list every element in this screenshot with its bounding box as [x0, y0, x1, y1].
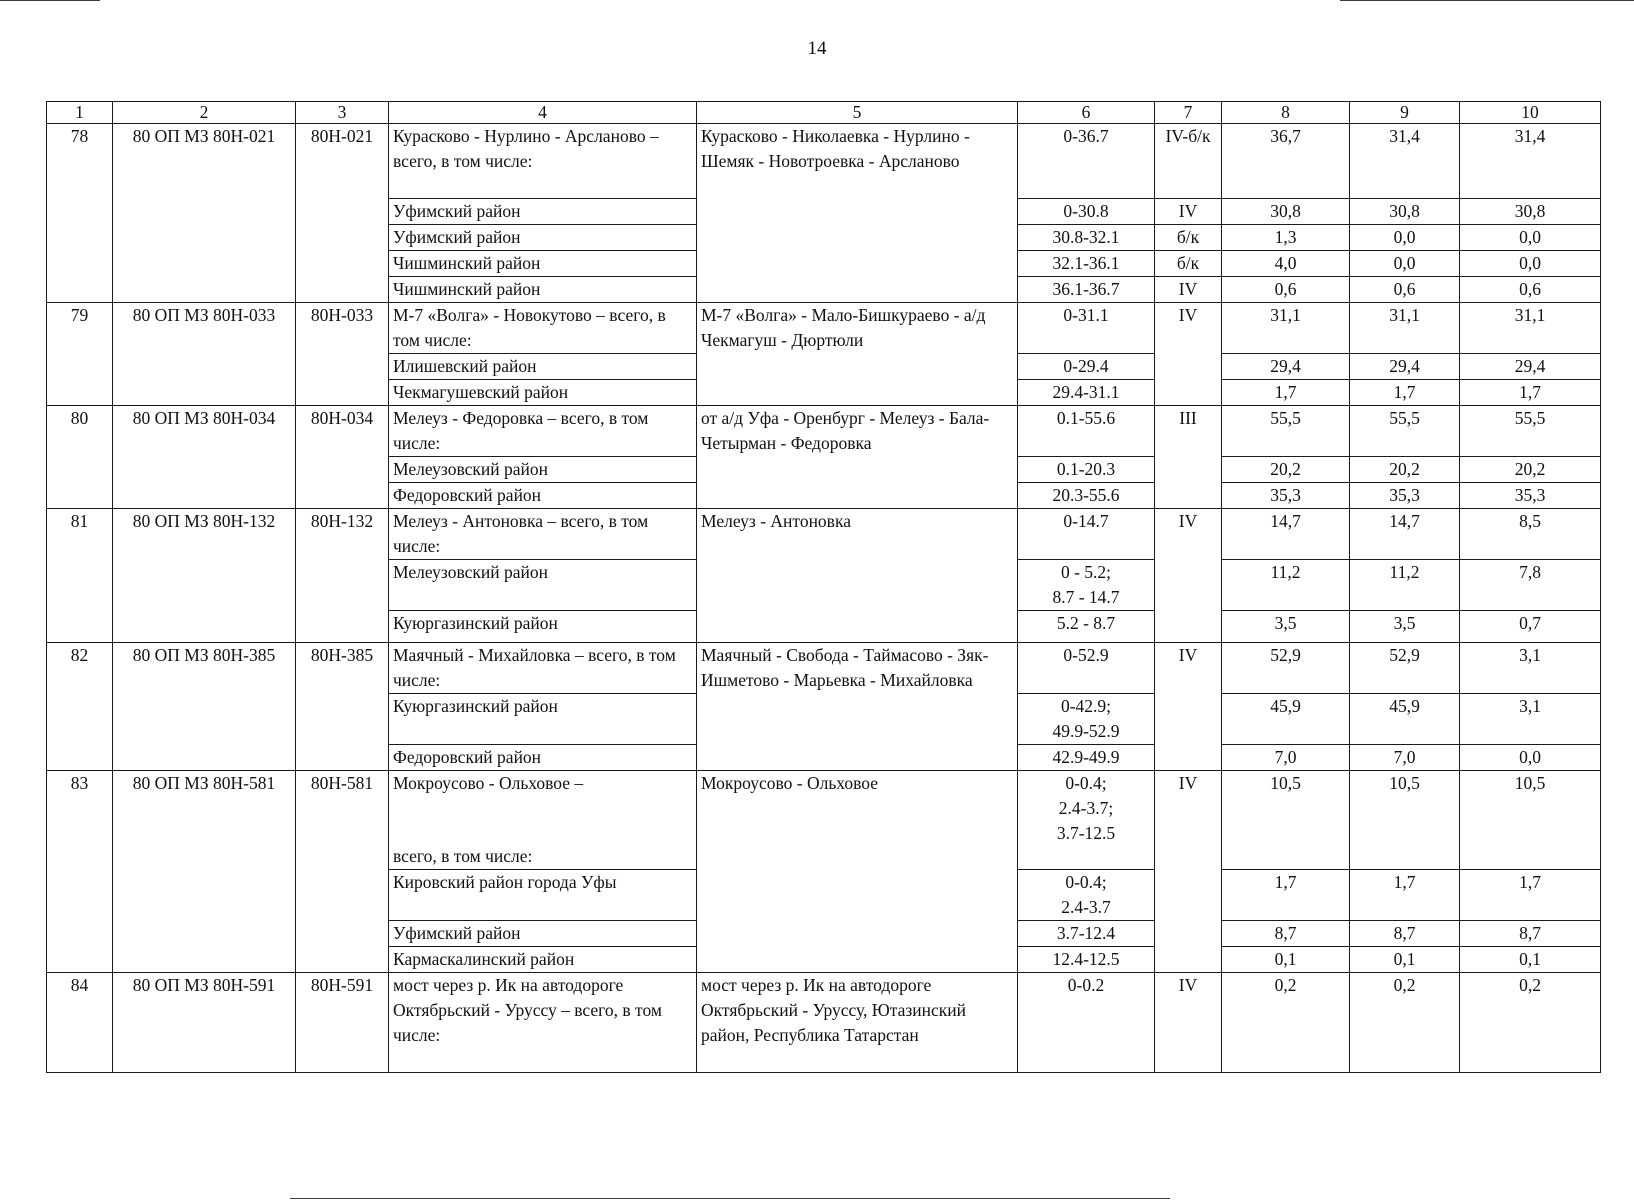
- road-name-cell: [389, 771, 697, 870]
- road-short-code: 80Н-581: [296, 771, 389, 973]
- district-name: Уфимский район: [389, 921, 697, 947]
- road-code: 80 ОП МЗ 80Н-021: [113, 124, 296, 303]
- district-length-col10: 7,8: [1460, 560, 1601, 611]
- road-length-col9: 52,9: [1350, 643, 1460, 694]
- road-category: IV-б/к: [1155, 124, 1222, 199]
- road-length-total: 10,5: [1222, 771, 1350, 870]
- column-header: 4: [389, 102, 697, 124]
- district-km: 29.4-31.1: [1018, 380, 1155, 406]
- district-km: 0-42.9;: [1060, 696, 1112, 716]
- road-row: [47, 124, 1601, 199]
- district-length-col10: 0,0: [1460, 225, 1601, 251]
- road-code: 80 ОП МЗ 80Н-385: [113, 643, 296, 771]
- road-row: [47, 973, 1601, 1073]
- road-number: 80: [47, 406, 113, 509]
- district-length-col9: 35,3: [1350, 483, 1460, 509]
- district-km: 5.2 - 8.7: [1018, 611, 1155, 643]
- district-name: Чишминский район: [389, 251, 697, 277]
- district-km: 30.8-32.1: [1018, 225, 1155, 251]
- road-length-total: 55,5: [1222, 406, 1350, 457]
- scan-edge-top-left: [0, 0, 100, 1]
- district-length-total: 8,7: [1222, 921, 1350, 947]
- road-short-code: 80Н-034: [296, 406, 389, 509]
- road-km: 0-0.2: [1018, 973, 1155, 1073]
- road-route: от а/д Уфа - Оренбург - Мелеуз - Бала-Четырман - Федоровка: [697, 406, 1018, 509]
- road-route: Маячный - Свобода - Таймасово - Зяк-Ишметово - Марьевка - Михайловка: [697, 643, 1018, 771]
- road-code: 80 ОП МЗ 80Н-033: [113, 303, 296, 406]
- district-category: б/к: [1155, 251, 1222, 277]
- district-km: 12.4-12.5: [1018, 947, 1155, 973]
- district-name: Уфимский район: [389, 199, 697, 225]
- road-length-col10: 31,4: [1460, 124, 1601, 199]
- district-km: 32.1-36.1: [1018, 251, 1155, 277]
- district-length-col10: 35,3: [1460, 483, 1601, 509]
- district-km: 20.3-55.6: [1018, 483, 1155, 509]
- district-category: IV: [1155, 199, 1222, 225]
- district-name: Чишминский район: [389, 277, 697, 303]
- road-km: 0-31.1: [1018, 303, 1155, 354]
- district-length-col9: 20,2: [1350, 457, 1460, 483]
- column-header: 10: [1460, 102, 1601, 124]
- district-length-col9: 45,9: [1350, 694, 1460, 745]
- road-name: М-7 «Волга» - Новокутово – всего, в том числе:: [389, 303, 697, 354]
- road-code: 80 ОП МЗ 80Н-581: [113, 771, 296, 973]
- district-name: Уфимский район: [389, 225, 697, 251]
- road-length-total: 14,7: [1222, 509, 1350, 560]
- district-name: Кировский район города Уфы: [389, 870, 697, 921]
- district-length-col9: 3,5: [1350, 611, 1460, 643]
- page-number: 14: [807, 38, 827, 59]
- district-length-col9: 1,7: [1350, 380, 1460, 406]
- road-length-col9: 55,5: [1350, 406, 1460, 457]
- road-km: 0-36.7: [1018, 124, 1155, 199]
- district-length-col10: 3,1: [1460, 694, 1601, 745]
- road-number: 83: [47, 771, 113, 973]
- road-length-col9: 0,2: [1350, 973, 1460, 1073]
- road-row: [47, 303, 1601, 354]
- road-row: [47, 509, 1601, 560]
- district-km: 3.7-12.4: [1018, 921, 1155, 947]
- road-km: 0-52.9: [1018, 643, 1155, 694]
- district-length-col9: 0,6: [1350, 277, 1460, 303]
- road-number: 82: [47, 643, 113, 771]
- road-number: 84: [47, 973, 113, 1073]
- road-km: 0-14.7: [1018, 509, 1155, 560]
- road-code: 80 ОП МЗ 80Н-132: [113, 509, 296, 643]
- road-category: III: [1155, 406, 1222, 509]
- district-length-col10: 0,0: [1460, 251, 1601, 277]
- district-km-cell: [1018, 694, 1155, 745]
- road-name: мост через р. Ик на автодороге Октябрьский - Уруссу – всего, в том числе:: [389, 973, 697, 1073]
- district-length-total: 35,3: [1222, 483, 1350, 509]
- district-length-total: 29,4: [1222, 354, 1350, 380]
- road-short-code: 80Н-591: [296, 973, 389, 1073]
- column-header: 8: [1222, 102, 1350, 124]
- district-length-total: 0,6: [1222, 277, 1350, 303]
- district-km: 42.9-49.9: [1018, 745, 1155, 771]
- road-length-col10: 10,5: [1460, 771, 1601, 870]
- table-body: [47, 124, 1601, 1073]
- district-length-col10: 8,7: [1460, 921, 1601, 947]
- district-length-col9: 8,7: [1350, 921, 1460, 947]
- district-length-col10: 1,7: [1460, 870, 1601, 921]
- district-km: 36.1-36.7: [1018, 277, 1155, 303]
- column-header: 3: [296, 102, 389, 124]
- district-km-continued: 49.9-52.9: [1052, 721, 1120, 741]
- road-length-total: 52,9: [1222, 643, 1350, 694]
- district-length-col9: 11,2: [1350, 560, 1460, 611]
- district-km: 0 - 5.2;: [1060, 562, 1112, 582]
- road-km-continued: 3.7-12.5: [1056, 823, 1116, 843]
- district-name: Кармаскалинский район: [389, 947, 697, 973]
- column-header: 1: [47, 102, 113, 124]
- district-km-cell: [1018, 870, 1155, 921]
- road-km: 0-0.4;: [1065, 773, 1107, 793]
- district-length-col9: 29,4: [1350, 354, 1460, 380]
- road-length-col10: 31,1: [1460, 303, 1601, 354]
- road-km: 0.1-55.6: [1018, 406, 1155, 457]
- district-length-total: 4,0: [1222, 251, 1350, 277]
- district-length-col9: 7,0: [1350, 745, 1460, 771]
- district-length-total: 30,8: [1222, 199, 1350, 225]
- district-length-col10: 0,6: [1460, 277, 1601, 303]
- district-km: 0-30.8: [1018, 199, 1155, 225]
- district-length-col10: 30,8: [1460, 199, 1601, 225]
- road-name: Мелеуз - Антоновка – всего, в том числе:: [389, 509, 697, 560]
- district-length-col10: 29,4: [1460, 354, 1601, 380]
- road-name: Маячный - Михайловка – всего, в том числе:: [389, 643, 697, 694]
- road-category: IV: [1155, 973, 1222, 1073]
- district-name: Федоровский район: [389, 745, 697, 771]
- district-length-col10: 20,2: [1460, 457, 1601, 483]
- road-code: 80 ОП МЗ 80Н-034: [113, 406, 296, 509]
- road-code: 80 ОП МЗ 80Н-591: [113, 973, 296, 1073]
- district-km-continued: 8.7 - 14.7: [1052, 587, 1120, 607]
- district-length-col9: 0,0: [1350, 225, 1460, 251]
- road-length-total: 0,2: [1222, 973, 1350, 1073]
- district-name: Илишевский район: [389, 354, 697, 380]
- district-length-col9: 0,0: [1350, 251, 1460, 277]
- district-km-cell: [1018, 560, 1155, 611]
- road-name: Мокроусово - Ольховое –: [393, 773, 584, 793]
- district-length-total: 7,0: [1222, 745, 1350, 771]
- district-km: 0-0.4;: [1065, 872, 1107, 892]
- road-length-col9: 10,5: [1350, 771, 1460, 870]
- road-short-code: 80Н-033: [296, 303, 389, 406]
- road-category: IV: [1155, 509, 1222, 643]
- district-length-total: 1,7: [1222, 380, 1350, 406]
- road-route: Мелеуз - Антоновка: [697, 509, 1018, 643]
- road-row: [47, 771, 1601, 870]
- column-header: 2: [113, 102, 296, 124]
- road-number: 78: [47, 124, 113, 303]
- road-km-cell: [1018, 771, 1155, 870]
- district-length-col10: 1,7: [1460, 380, 1601, 406]
- road-name: Курасково - Нурлино - Арсланово – всего, в том числе:: [389, 124, 697, 199]
- column-header: 5: [697, 102, 1018, 124]
- district-name: Мелеузовский район: [389, 457, 697, 483]
- district-name: Куюргазинский район: [389, 611, 697, 643]
- scan-edge-top-right: [1340, 0, 1634, 1]
- header-row: [47, 102, 1601, 124]
- district-km: 0-29.4: [1018, 354, 1155, 380]
- road-number: 79: [47, 303, 113, 406]
- district-km-continued: 2.4-3.7: [1061, 897, 1111, 917]
- road-short-code: 80Н-021: [296, 124, 389, 303]
- road-length-col10: 3,1: [1460, 643, 1601, 694]
- road-name-continued: всего, в том числе:: [393, 846, 533, 866]
- district-length-total: 3,5: [1222, 611, 1350, 643]
- column-header: 9: [1350, 102, 1460, 124]
- road-route: Мокроусово - Ольховое: [697, 771, 1018, 973]
- road-route: М-7 «Волга» - Мало-Бишкураево - а/д Чекмагуш - Дюртюли: [697, 303, 1018, 406]
- road-length-total: 31,1: [1222, 303, 1350, 354]
- district-category: IV: [1155, 277, 1222, 303]
- district-length-col9: 1,7: [1350, 870, 1460, 921]
- district-length-total: 0,1: [1222, 947, 1350, 973]
- road-length-total: 36,7: [1222, 124, 1350, 199]
- district-name: Федоровский район: [389, 483, 697, 509]
- district-length-total: 45,9: [1222, 694, 1350, 745]
- district-name: Чекмагушевский район: [389, 380, 697, 406]
- road-length-col9: 31,4: [1350, 124, 1460, 199]
- road-category: IV: [1155, 643, 1222, 771]
- road-name: Мелеуз - Федоровка – всего, в том числе:: [389, 406, 697, 457]
- district-length-col9: 30,8: [1350, 199, 1460, 225]
- column-header: 6: [1018, 102, 1155, 124]
- district-length-col9: 0,1: [1350, 947, 1460, 973]
- column-header: 7: [1155, 102, 1222, 124]
- district-length-total: 11,2: [1222, 560, 1350, 611]
- road-length-col10: 8,5: [1460, 509, 1601, 560]
- road-category: IV: [1155, 771, 1222, 973]
- road-row: [47, 643, 1601, 694]
- district-length-col10: 0,0: [1460, 745, 1601, 771]
- district-name: Мелеузовский район: [389, 560, 697, 611]
- road-length-col9: 14,7: [1350, 509, 1460, 560]
- scan-edge-bottom: [290, 1198, 1170, 1199]
- road-row: [47, 406, 1601, 457]
- district-length-col10: 0,1: [1460, 947, 1601, 973]
- roads-table: [46, 101, 1601, 1073]
- road-km-continued: 2.4-3.7;: [1058, 798, 1114, 818]
- road-route: Курасково - Николаевка - Нурлино - Шемяк - Новотроевка - Арсланово: [697, 124, 1018, 303]
- district-km: 0.1-20.3: [1018, 457, 1155, 483]
- district-length-total: 20,2: [1222, 457, 1350, 483]
- road-short-code: 80Н-385: [296, 643, 389, 771]
- road-length-col10: 0,2: [1460, 973, 1601, 1073]
- district-length-total: 1,7: [1222, 870, 1350, 921]
- district-length-total: 1,3: [1222, 225, 1350, 251]
- table-header: [47, 102, 1601, 124]
- road-number: 81: [47, 509, 113, 643]
- district-name: Куюргазинский район: [389, 694, 697, 745]
- road-category: IV: [1155, 303, 1222, 406]
- road-length-col10: 55,5: [1460, 406, 1601, 457]
- district-length-col10: 0,7: [1460, 611, 1601, 643]
- district-category: б/к: [1155, 225, 1222, 251]
- road-route: мост через р. Ик на автодороге Октябрьский - Уруссу, Ютазинский район, Республика Татарстан: [697, 973, 1018, 1073]
- road-length-col9: 31,1: [1350, 303, 1460, 354]
- road-short-code: 80Н-132: [296, 509, 389, 643]
